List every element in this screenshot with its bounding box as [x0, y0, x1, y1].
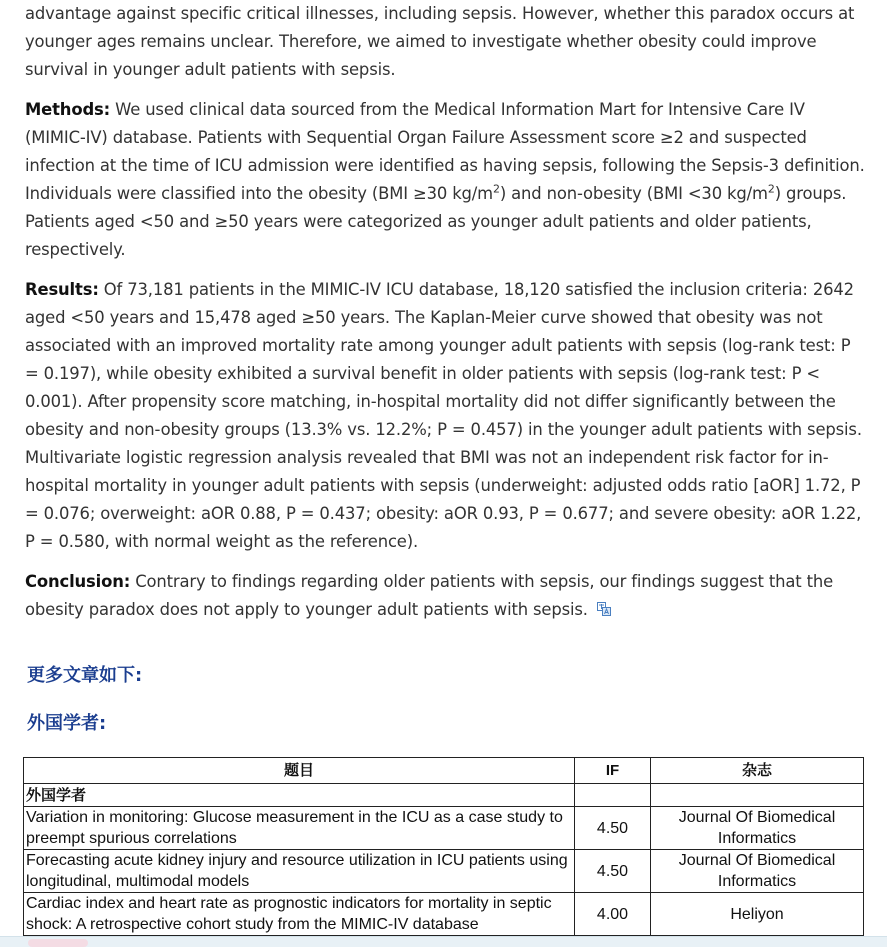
table-row	[24, 893, 864, 936]
empty-cell	[651, 784, 864, 807]
bottom-bar	[0, 936, 887, 947]
header-journal: 杂志	[651, 758, 864, 784]
superscript-2: 2	[767, 182, 775, 196]
intro-paragraph	[25, 0, 865, 84]
table-group-row	[24, 784, 864, 807]
row-journal: Journal Of Biomedical Informatics	[651, 807, 864, 850]
translate-icon[interactable]	[597, 597, 611, 611]
methods-label: Methods:	[25, 100, 111, 119]
conclusion-paragraph	[25, 568, 865, 624]
row-title: Cardiac index and heart rate as prognostic indicators for mortality in septic shock: A retrospective cohort study from the MIMIC-IV database	[24, 893, 575, 936]
conclusion-text: Contrary to findings regarding older patients with sepsis, our findings suggest that the obesity paradox does not apply to younger adult patients with sepsis.	[25, 572, 834, 619]
table-header-row	[24, 758, 864, 784]
table-row	[24, 850, 864, 893]
header-title: 题目	[24, 758, 575, 784]
article-table	[23, 757, 864, 936]
row-if: 4.50	[575, 850, 651, 893]
intro-text: advantage against specific critical illnesses, including sepsis. However, whether this paradox occurs at younger ages remains unclear. Therefore, we aimed to investigate whether obesity could improve survival in younger adult patients with sepsis.	[25, 4, 855, 79]
methods-text-1: We used clinical data sourced from the Medical Information Mart for Intensive Care IV (MIMIC-IV) database. Patients with Sequential Organ Failure Assessment score ≥2 and suspected infection at the time of ICU admission were identified as having sepsis, following the Sepsis-3 definition. Individuals were classified into the obesity (BMI ≥30 kg/m	[25, 100, 865, 203]
row-if: 4.50	[575, 807, 651, 850]
group-label: 外国学者	[24, 784, 575, 807]
row-title: Forecasting acute kidney injury and resource utilization in ICU patients using longitudinal, multimodal models	[24, 850, 575, 893]
row-title: Variation in monitoring: Glucose measurement in the ICU as a case study to preempt spurious correlations	[24, 807, 575, 850]
header-if: IF	[575, 758, 651, 784]
table-row	[24, 807, 864, 850]
methods-text-3: ) groups. Patients aged <50 and ≥50 years were categorized as younger adult patients and older patients, respectively.	[25, 184, 847, 259]
results-text: Of 73,181 patients in the MIMIC-IV ICU database, 18,120 satisfied the inclusion criteria: 2642 aged <50 years and 15,478 aged ≥50 years. The Kaplan-Meier curve showed that obesity was not associated with an improved mortality rate among younger adult patients with sepsis (log-rank test: P = 0.197), while obesity exhibited a survival benefit in older patients with sepsis (log-rank test: P < 0.001). After propensity score matching, in-hospital mortality did not differ significantly between the obesity and non-obesity groups (13.3% vs. 12.2%; P = 0.457) in the younger adult patients with sepsis. Multivariate logistic regression analysis revealed that BMI was not an independent risk factor for in-hospital mortality in younger adult patients with sepsis (underweight: adjusted odds ratio [aOR] 1.72, P = 0.076; overweight: aOR 0.88, P = 0.437; obesity: aOR 0.93, P = 0.677; and severe obesity: aOR 1.22, P = 0.580, with normal weight as the reference).	[25, 280, 862, 551]
results-paragraph	[25, 276, 865, 556]
conclusion-label: Conclusion:	[25, 572, 131, 591]
methods-text-2: ) and non-obesity (BMI <30 kg/m	[499, 184, 768, 203]
empty-cell	[575, 784, 651, 807]
row-journal: Heliyon	[651, 893, 864, 936]
more-articles-heading: 更多文章如下:	[27, 665, 143, 686]
foreign-scholars-heading: 外国学者:	[27, 713, 107, 734]
methods-paragraph	[25, 96, 865, 264]
article-content	[25, 0, 865, 624]
row-if: 4.00	[575, 893, 651, 936]
superscript-2: 2	[492, 182, 500, 196]
results-label: Results:	[25, 280, 99, 299]
row-journal: Journal Of Biomedical Informatics	[651, 850, 864, 893]
